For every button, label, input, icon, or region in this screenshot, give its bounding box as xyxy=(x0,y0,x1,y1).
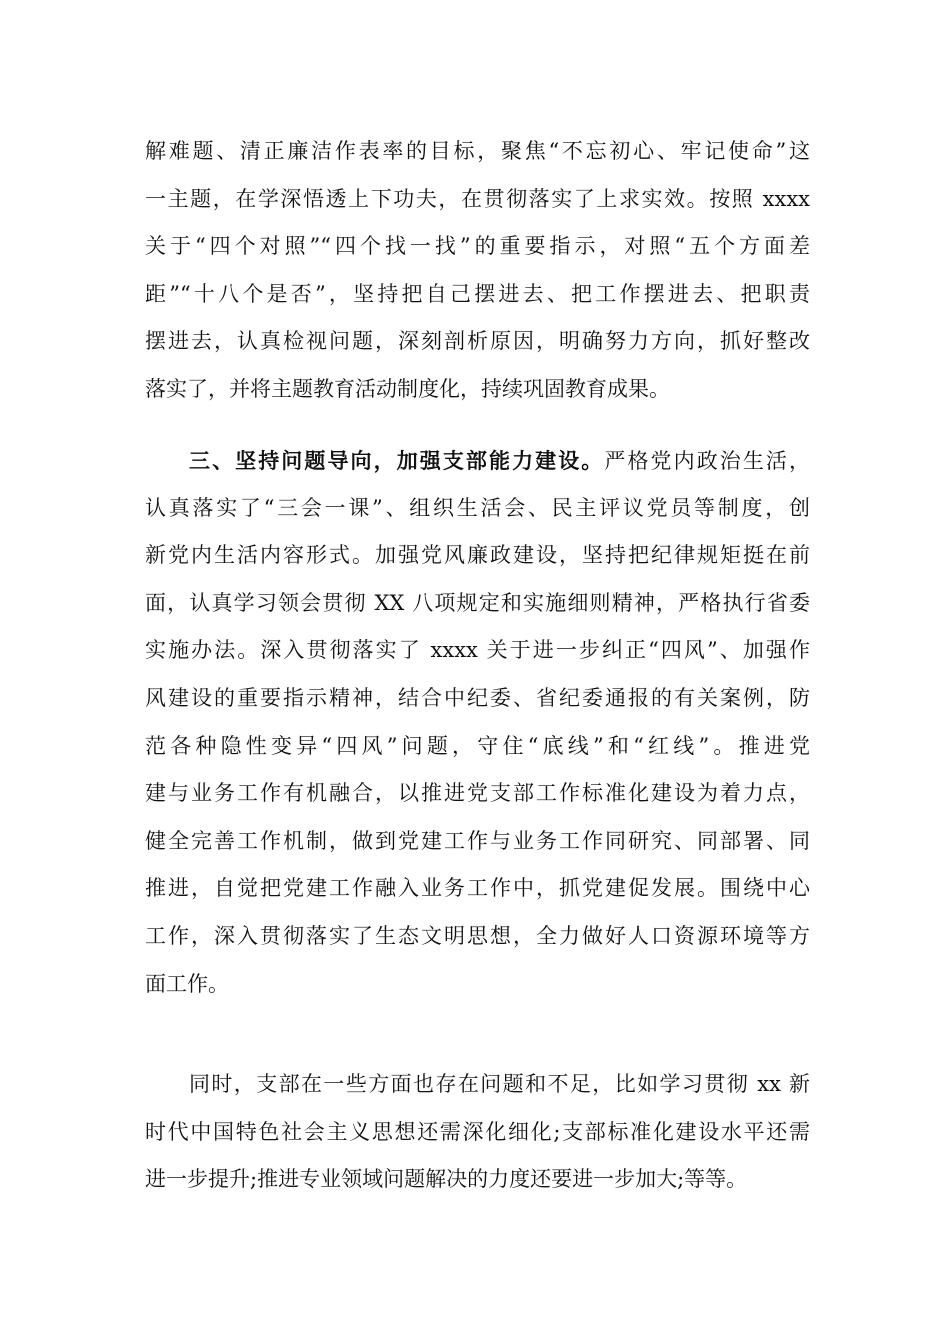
paragraph-line: 时代中国特色社会主义思想还需深化细化;支部标准化建设水平还需 xyxy=(145,1119,810,1144)
paragraph-line: 新党内生活内容形式。加强党风廉政建设，坚持把纪律规矩挺在前 xyxy=(145,543,810,568)
paragraph-line: 推进，自觉把党建工作融入业务工作中，抓党建促发展。围绕中心 xyxy=(145,876,810,901)
paragraph-line: 距”“十八个是否”，坚持把自己摆进去、把工作摆进去、把职责 xyxy=(145,281,810,306)
paragraph-line: 关于“四个对照”“四个找一找”的重要指示，对照“五个方面差 xyxy=(145,234,810,259)
paragraph-line: 进一步提升;推进专业领域问题解决的力度还要进一步加大;等等。 xyxy=(145,1167,748,1192)
paragraph-line: 摆进去，认真检视问题，深刻剖析原因，明确努力方向，抓好整改 xyxy=(145,329,810,354)
paragraph-line: 解难题、清正廉洁作表率的目标，聚焦“不忘初心、牢记使命”这 xyxy=(145,139,810,163)
paragraph-line: 一主题，在学深悟透上下功夫，在贯彻落实了上求实效。按照 xxxx xyxy=(145,186,810,211)
paragraph-line: 同时，支部在一些方面也存在问题和不足，比如学习贯彻 xx 新 xyxy=(189,1072,810,1096)
paragraph-first-line xyxy=(145,437,810,485)
paragraph-2 xyxy=(145,437,810,1008)
paragraph-line-rest: 严格党内政治生活， xyxy=(604,449,811,473)
paragraph-line: 面，认真学习领会贯彻 XX 八项规定和实施细则精神，严格执行省委 xyxy=(145,590,810,615)
paragraph-line: 建与业务工作有机融合，以推进党支部工作标准化建设为着力点， xyxy=(145,781,810,806)
paragraph-line: 认真落实了“三会一课”、组织生活会、民主评议党员等制度，创 xyxy=(145,495,810,520)
paragraph-line: 面工作。 xyxy=(145,971,229,996)
paragraph-line: 范各种隐性变异“四风”问题，守住“底线”和“红线”。推进党 xyxy=(145,733,810,758)
paragraph-line: 工作，深入贯彻落实了生态文明思想，全力做好人口资源环境等方 xyxy=(145,923,810,948)
paragraph-3 xyxy=(145,1061,810,1204)
paragraph-line: 健全完善工作机制，做到党建工作与业务工作同研究、同部署、同 xyxy=(145,828,810,853)
paragraph-1 xyxy=(145,128,810,414)
paragraph-line: 落实了，并将主题教育活动制度化，持续巩固教育成果。 xyxy=(145,376,670,401)
paragraph-line: 风建设的重要指示精神，结合中纪委、省纪委通报的有关案例，防 xyxy=(145,685,810,710)
paragraph-line: 实施办法。深入贯彻落实了 xxxx 关于进一步纠正“四风”、加强作 xyxy=(145,638,810,663)
section-heading: 三、坚持问题导向，加强支部能力建设。 xyxy=(189,448,605,473)
